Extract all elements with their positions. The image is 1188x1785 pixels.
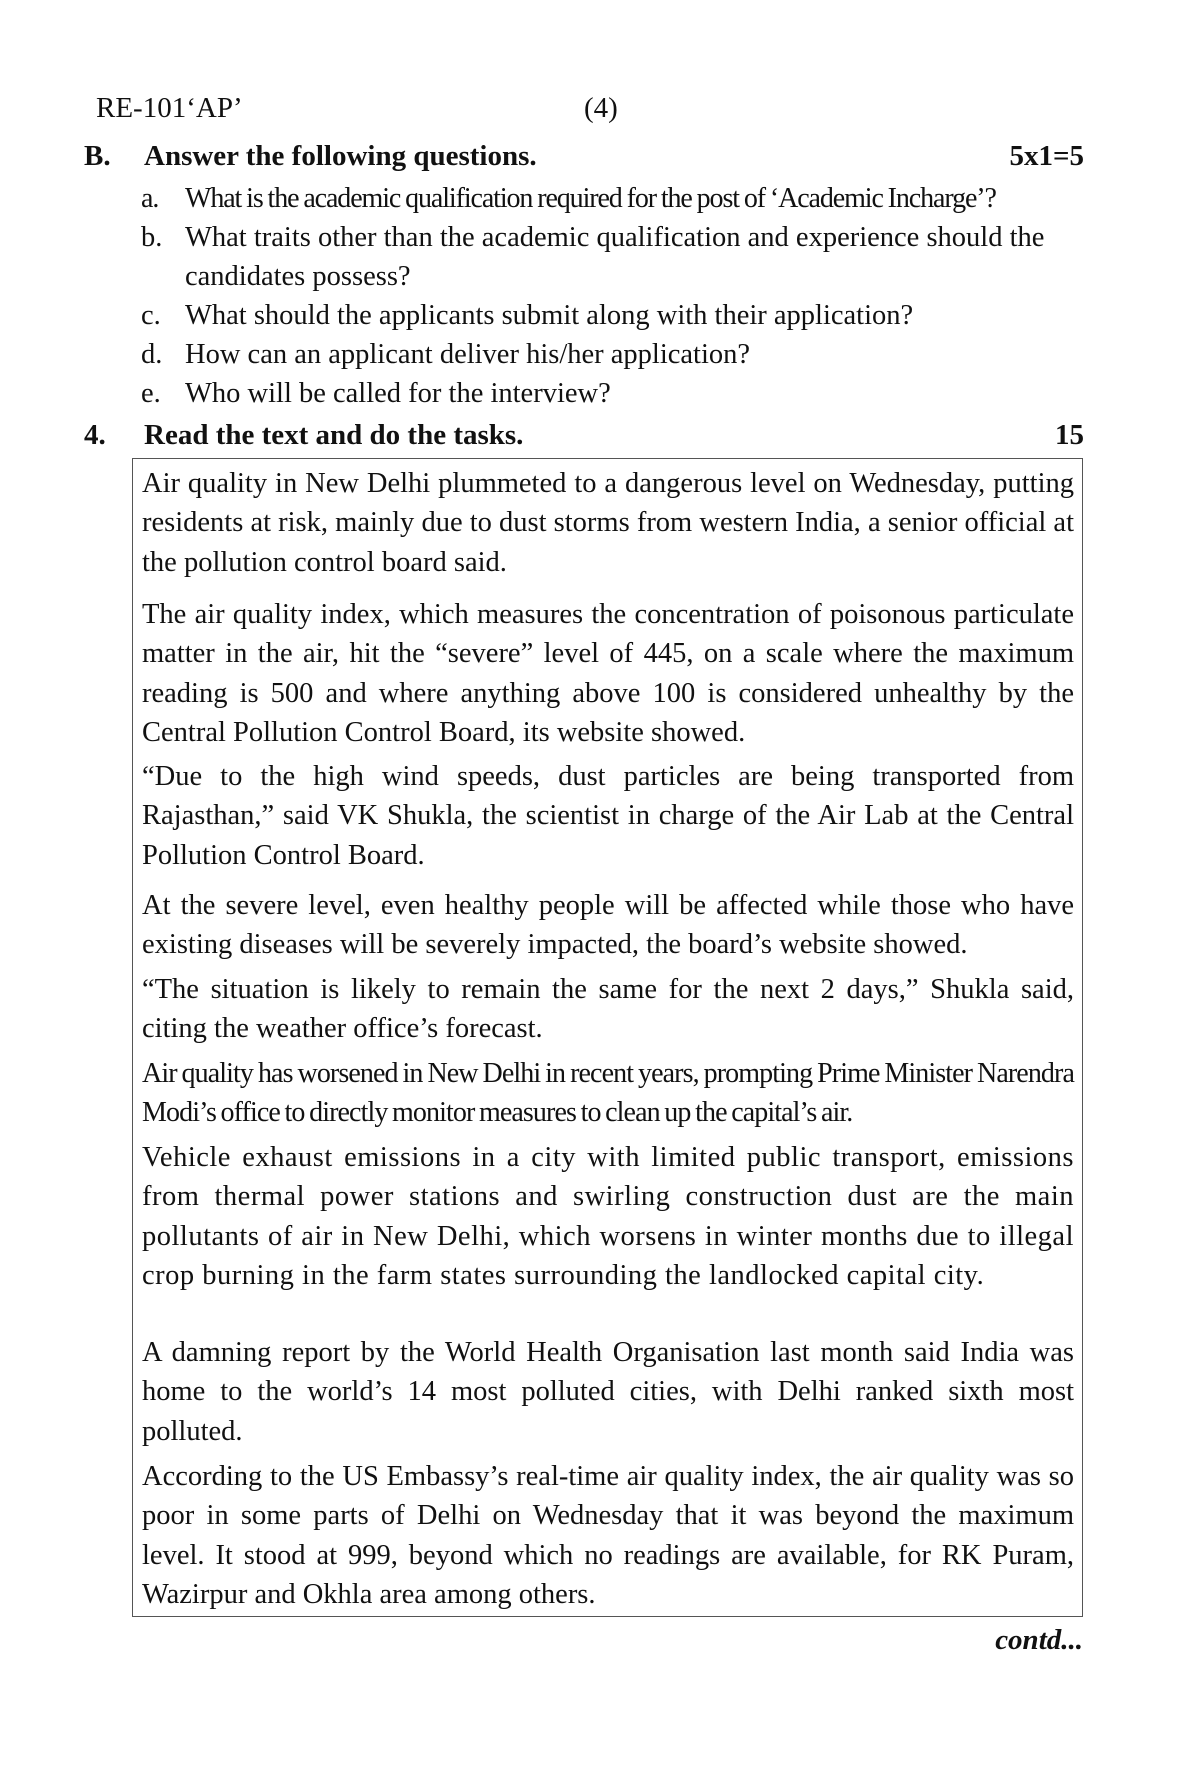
passage-paragraph-3: “Due to the high wind speeds, dust particles are being transported from Rajasthan,” said VK Shukla, the scientist in charge of the Air Lab at the Central Pollution Control Board.	[142, 761, 1074, 871]
question-b	[141, 218, 1121, 296]
question-text: How can an applicant deliver his/her application?	[185, 339, 751, 370]
question-text: What should the applicants submit along with their application?	[185, 300, 914, 331]
passage-paragraph-2: The air quality index, which measures the concentration of poisonous particulate matter in the air, hit the “severe” level of 445, on a scale where the maximum reading is 500 and where anything above 100 is considered unhealthy by the Central Pollution Control Board, its website showed.	[142, 599, 1074, 748]
page-number: (4)	[584, 92, 618, 124]
question-label: b.	[141, 222, 163, 253]
section-4-title: Read the text and do the tasks.	[144, 419, 524, 451]
section-b-label: B.	[84, 140, 111, 172]
section-4-label: 4.	[84, 419, 106, 451]
section-4-marks: 15	[1055, 419, 1084, 451]
question-d	[141, 335, 1121, 374]
question-label: a.	[141, 183, 159, 214]
passage-paragraph-4: At the severe level, even healthy people will be affected while those who have existing diseases will be severely impacted, the board’s website showed.	[142, 890, 1074, 961]
question-e	[141, 374, 1121, 413]
question-a	[141, 179, 1121, 218]
question-text: What traits other than the academic qualification and experience should the candidates possess?	[185, 222, 1045, 292]
passage-paragraph-5: “The situation is likely to remain the same for the next 2 days,” Shukla said, citing the weather office’s forecast.	[142, 974, 1074, 1045]
question-label: d.	[141, 339, 163, 370]
question-text: Who will be called for the interview?	[185, 378, 611, 409]
continued-note: contd...	[995, 1624, 1083, 1656]
passage-paragraph-1: Air quality in New Delhi plummeted to a dangerous level on Wednesday, putting residents at risk, mainly due to dust storms from western India, a senior official at the pollution control board said.	[142, 468, 1074, 578]
passage-paragraph-9: According to the US Embassy’s real-time air quality index, the air quality was so poor in some parts of Delhi on Wednesday that it was beyond the maximum level. It stood at 999, beyond which no readings are available, for RK Puram, Wazirpur and Okhla area among others.	[142, 1461, 1074, 1610]
question-text: What is the academic qualification required for the post of ‘Academic Incharge’?	[185, 183, 996, 214]
passage-paragraph-6: Air quality has worsened in New Delhi in recent years, prompting Prime Minister Narendra Modi’s office to directly monitor measures to clean up the capital’s air.	[142, 1058, 1074, 1129]
section-b-title: Answer the following questions.	[144, 140, 537, 172]
passage-paragraph-7: Vehicle exhaust emissions in a city with limited public transport, emissions from thermal power stations and swirling construction dust are the main pollutants of air in New Delhi, which worsens in winter months due to illegal crop burning in the farm states surrounding the landlocked capital city.	[142, 1142, 1074, 1291]
paper-code: RE-101‘AP’	[96, 92, 243, 124]
passage-paragraph-8: A damning report by the World Health Organisation last month said India was home to the world’s 14 most polluted cities, with Delhi ranked sixth most polluted.	[142, 1337, 1074, 1447]
question-label: c.	[141, 300, 161, 331]
section-b-marks: 5x1=5	[1009, 140, 1084, 172]
question-c	[141, 296, 1121, 335]
question-label: e.	[141, 378, 161, 409]
